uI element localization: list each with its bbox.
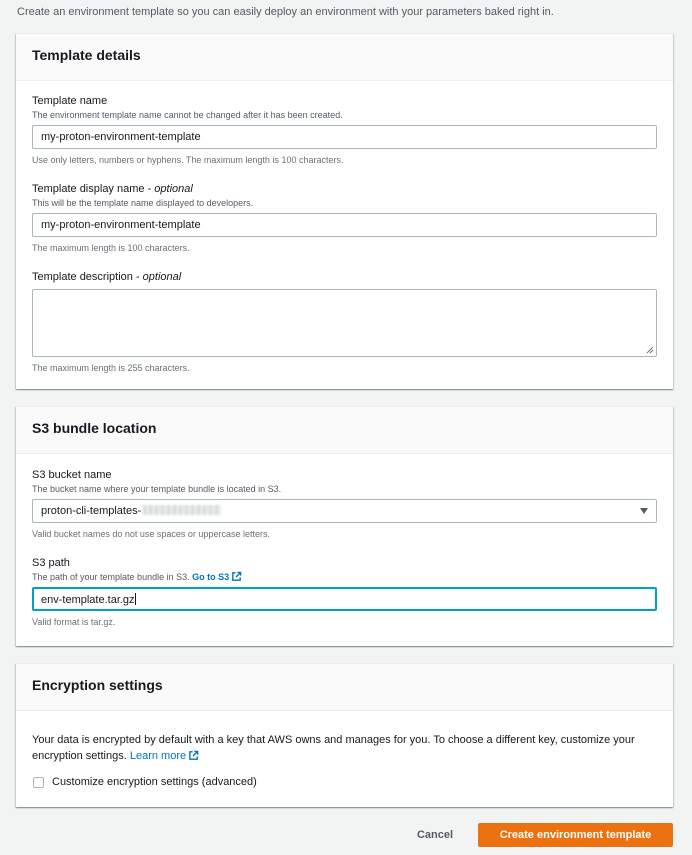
cancel-button[interactable]: Cancel <box>409 823 461 847</box>
s3-path-field <box>32 556 657 627</box>
s3-bucket-field <box>32 468 657 539</box>
external-link-icon[interactable] <box>231 571 242 582</box>
template-name-constraint: Use only letters, numbers or hyphens. The maximum length is 100 characters. <box>32 155 344 165</box>
template-description-label-text: Template description - <box>32 271 143 283</box>
optional-tag: optional <box>142 271 182 283</box>
go-to-s3-link[interactable]: Go to S3 <box>192 572 230 582</box>
template-name-input[interactable]: my-proton-environment-template <box>32 125 657 149</box>
learn-more-link[interactable]: Learn more <box>129 750 187 762</box>
template-name-description: The environment template name cannot be changed after it has been created. <box>32 110 343 120</box>
s3-bucket-value: proton-cli-templates- <box>41 505 142 517</box>
s3-path-description <box>32 571 657 583</box>
optional-tag: optional <box>154 183 193 195</box>
s3-path-label: S3 path <box>32 557 70 569</box>
customize-encryption-label[interactable]: Customize encryption settings (advanced) <box>52 776 257 788</box>
template-display-name-input[interactable]: my-proton-environment-template <box>32 213 657 237</box>
template-description-constraint: The maximum length is 255 characters. <box>32 363 190 373</box>
caret-down-icon[interactable] <box>640 508 648 514</box>
template-description-textarea[interactable] <box>32 289 657 357</box>
text-cursor <box>135 593 136 605</box>
template-description-field <box>32 270 657 373</box>
template-description-label <box>32 270 657 284</box>
template-name-label: Template name <box>32 95 108 107</box>
redacted-account-id <box>143 505 221 515</box>
s3-path-constraint: Valid format is tar.gz. <box>32 617 116 627</box>
s3-bucket-select[interactable] <box>32 499 657 523</box>
page-intro: Create an environment template so you can easily deploy an environment with your parameters baked right in. <box>17 6 554 18</box>
encryption-description: Your data is encrypted by default with a key that AWS owns and manages for you. To choose a different key, customize your encryption settings. <box>32 734 635 762</box>
s3-bundle-title: S3 bundle location <box>16 407 673 454</box>
s3-path-value: env-template.tar.gz <box>41 594 135 606</box>
template-name-field <box>32 94 657 165</box>
template-display-name-description: This will be the template name displayed to developers. <box>32 198 254 208</box>
template-display-name-field <box>32 182 657 253</box>
encryption-text <box>32 732 649 764</box>
s3-bundle-panel <box>16 406 673 646</box>
s3-bucket-label: S3 bucket name <box>32 469 112 481</box>
s3-path-description-text: The path of your template bundle in S3. <box>32 572 190 582</box>
template-details-panel <box>16 33 673 389</box>
template-details-title: Template details <box>16 34 673 81</box>
template-display-name-label <box>32 182 657 196</box>
template-display-name-label-text: Template display name - <box>32 183 155 195</box>
encryption-panel <box>16 663 673 807</box>
create-environment-template-button[interactable]: Create environment template <box>478 823 673 847</box>
s3-path-input[interactable] <box>32 587 657 611</box>
resize-grip-icon[interactable] <box>646 346 654 354</box>
customize-encryption-checkbox[interactable] <box>33 777 44 788</box>
external-link-icon[interactable] <box>188 750 199 761</box>
template-display-name-constraint: The maximum length is 100 characters. <box>32 243 190 253</box>
s3-bucket-constraint: Valid bucket names do not use spaces or uppercase letters. <box>32 529 270 539</box>
encryption-title: Encryption settings <box>16 664 673 711</box>
s3-bucket-description: The bucket name where your template bundle is located in S3. <box>32 484 282 494</box>
